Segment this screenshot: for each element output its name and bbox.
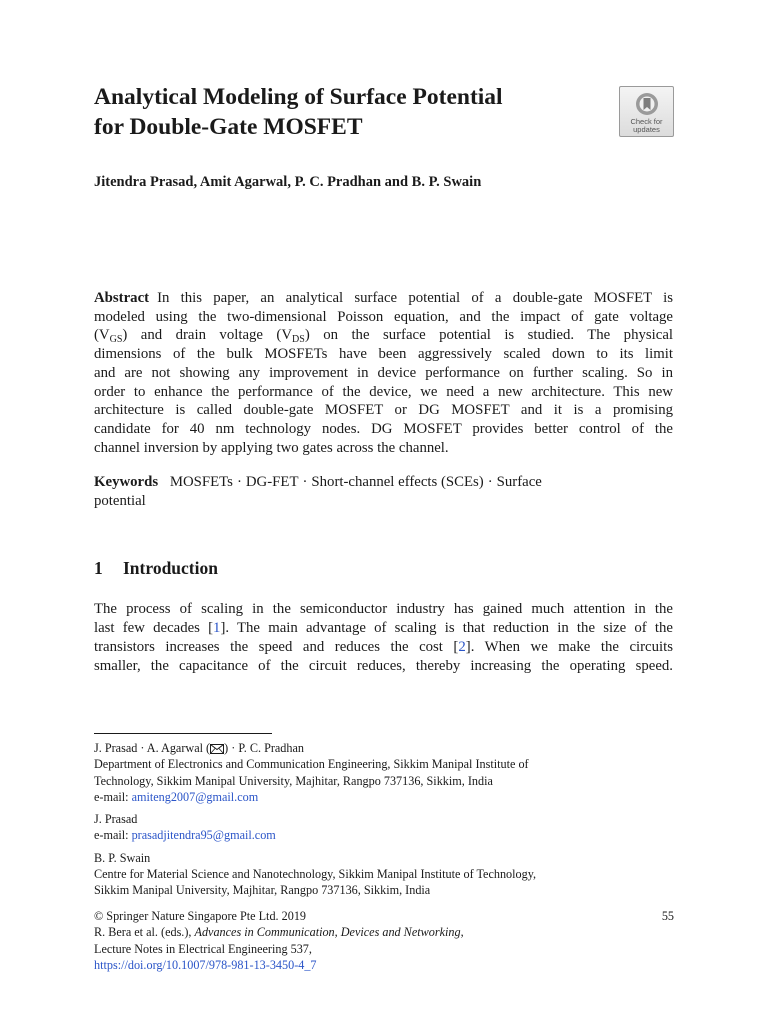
email-link[interactable]: amiteng2007@gmail.com: [131, 789, 259, 804]
affiliation-block: B. P. Swain Centre for Material Science and Nanotechnology, Sikkim Manipal Institute of Technology, Sikkim Manipal University, Majhitar, Rangpo 737136, Sikkim, India: [94, 850, 537, 898]
keyword: Short-channel effects (SCEs): [311, 474, 484, 490]
series-line: Lecture Notes in Electrical Engineering 537,: [94, 941, 312, 956]
citation-link-1[interactable]: 1: [213, 620, 221, 636]
keyword: MOSFETs: [169, 474, 233, 490]
citation-link-2[interactable]: 2: [458, 639, 466, 655]
section-title: Introduction: [123, 558, 218, 578]
keyword: DG-FET: [245, 474, 299, 490]
abstract-line: order to enhance the performance of the device, we need a new architecture. This new: [94, 383, 673, 400]
page-number: 55: [661, 909, 674, 923]
publication-info: [94, 908, 674, 973]
abstract-line: channel inversion by applying two gates across the channel.: [94, 439, 449, 456]
keyword: Surface: [496, 474, 542, 490]
abstract-line: architecture is called double-gate MOSFET or DG MOSFET and it is a promising: [94, 402, 673, 419]
title-line-2: for Double-Gate MOSFET: [94, 114, 363, 140]
bookmark-check-icon: [635, 92, 659, 116]
keyword-separator: ·: [302, 474, 308, 490]
author-affiliations: [94, 740, 674, 905]
doi-link[interactable]: https://doi.org/10.1007/978-981-13-3450-4_7: [94, 957, 317, 972]
intro-line: smaller, the capacitance of the circuit reduces, thereby increasing the operating speed.: [94, 658, 673, 674]
editors-line: R. Bera et al. (eds.), Advances in Communication, Devices and Networking,: [94, 925, 464, 940]
affiliation-block: J. Prasad e-mail: prasadjitendra95@gmail.com: [94, 812, 276, 843]
check-for-updates-badge[interactable]: [619, 86, 674, 137]
section-number: 1: [94, 558, 103, 578]
keyword-continuation: potential: [94, 493, 146, 509]
paper-title: [94, 82, 594, 142]
keywords-label: Keywords: [94, 474, 159, 490]
footnote-divider: [94, 733, 272, 734]
abstract: [94, 289, 673, 457]
keywords: [94, 473, 673, 511]
keyword-separator: ·: [236, 474, 242, 490]
email-link[interactable]: prasadjitendra95@gmail.com: [131, 828, 276, 843]
introduction-paragraph: [94, 600, 673, 676]
author-list: Jitendra Prasad, Amit Agarwal, P. C. Pradhan and B. P. Swain: [94, 174, 482, 190]
abstract-label: Abstract: [94, 290, 150, 306]
intro-line: transistors increases the speed and reduces the cost [2]. When we make the circuits: [94, 639, 673, 655]
abstract-line: $(V_{GS})$ and drain voltage $(V_{DS})$ on the surface potential is studied. The physical: [94, 327, 673, 346]
title-line-1: Analytical Modeling of Surface Potential: [94, 84, 503, 110]
envelope-icon[interactable]: [210, 744, 224, 754]
abstract-line: dimensions of the bulk MOSFETs have been aggressively scaled down to its limit: [94, 346, 673, 363]
abstract-line: Abstract In this paper, an analytical surface potential of a double-gate MOSFET is: [94, 290, 673, 306]
intro-line: The process of scaling in the semiconductor industry has gained much attention in the: [94, 601, 673, 617]
intro-line: last few decades [1]. The main advantage of scaling is that reduction in the size of the: [94, 620, 673, 636]
abstract-line: and are not showing any improvement in device performance on further scaling. So in: [94, 364, 673, 381]
keyword-separator: ·: [487, 474, 493, 490]
abstract-line: modeled using the two-dimensional Poisson equation, and the impact of gate voltage: [94, 308, 673, 325]
badge-label: Check for updates: [630, 117, 663, 134]
section-heading: [94, 557, 218, 579]
affiliation-block: J. Prasad · A. Agarwal ( ) · P. C. Pradhan Department of Electronics and Communication Engineering, Sikkim Manipal Institute of Technology, Sikkim Manipal University, Majhitar, Rangpo 737136, Sikkim, India e-mail: amiteng2007@gmail.com: [94, 741, 529, 804]
copyright-line: © Springer Nature Singapore Pte Ltd. 2019: [94, 909, 307, 923]
abstract-line: candidate for 40 nm technology nodes. DG MOSFET provides better control of the: [94, 420, 673, 437]
